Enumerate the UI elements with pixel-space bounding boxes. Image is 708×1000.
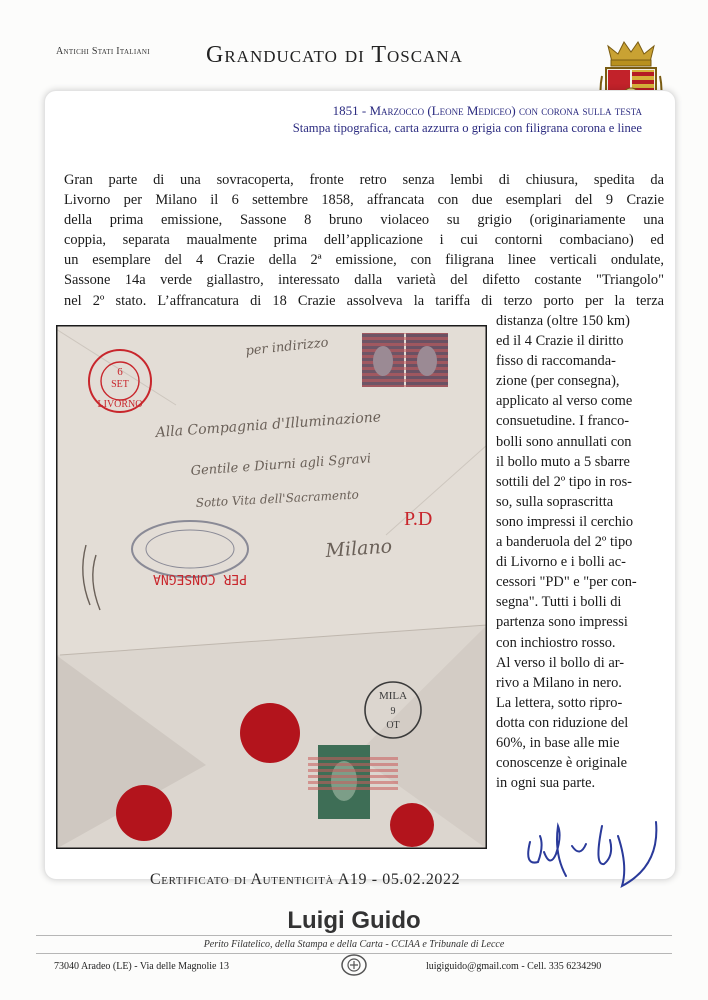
footer-emblem-icon <box>340 953 368 977</box>
address-line: Sotto Vita dell'Sacramento <box>195 487 360 510</box>
subtitle-year: 1851 - <box>332 103 370 118</box>
page-title: Granducato di Toscana <box>206 42 463 68</box>
description-line: rivo a Milano in nero. <box>496 674 622 691</box>
description-line: consuetudine. I franco- <box>496 413 630 430</box>
description-line: con inchiostro rosso. <box>496 634 616 651</box>
description-line: sono impressi il cerchio <box>496 513 634 530</box>
description-line: dotta con riduzione del <box>496 714 629 731</box>
author-role: Perito Filatelico, della Stampa e della Carta - CCIAA e Tribunale di Lecce <box>203 939 505 950</box>
description-text <box>64 170 664 311</box>
description-line: applicato al verso come <box>496 393 633 410</box>
description-line: coppia, separata maualmente prima dell’applicazione i cui contorni combaciano) ed <box>64 232 664 249</box>
description-side-text <box>496 311 664 793</box>
postmark-day: 6 <box>117 366 123 378</box>
address-destination: Milano <box>324 535 393 562</box>
subtitle-line-1 <box>333 103 642 119</box>
certificate-label: Certificato di Autenticità <box>150 871 335 888</box>
footer-address: 73040 Aradeo (LE) - Via delle Magnolie 13 <box>54 961 229 972</box>
description-line: della prima emissione, Sassone 8 bruno violaceo su grigio (originariamente una <box>64 212 664 229</box>
description-line: 60%, in base alle mie <box>496 734 620 751</box>
address-line: Gentile e Diurni agli Sgravi <box>190 451 372 479</box>
pd-mark: P.D <box>404 508 433 530</box>
author-name: Luigi Guido <box>287 907 421 934</box>
description-line: un esemplare del 4 Crazie della 2ª emissione, con filigrana linee verticali ondulate, <box>64 252 664 269</box>
description-line: partenza sono impressi <box>496 614 628 631</box>
description-line: conoscenze è originale <box>496 755 628 772</box>
certificate-date: 05.02.2022 <box>382 871 461 888</box>
description-line: di Livorno e i bolli ac- <box>496 554 626 571</box>
certificate-number: A19 <box>337 871 368 888</box>
stamp-pair-9-crazie <box>362 333 448 387</box>
description-line: Sassone 14a verde giallastro, interessato dalla varietà del difetto costante "Triangolo" <box>64 272 664 289</box>
postmark-city: LIVORNO <box>97 399 143 410</box>
description-line: bolli sono annullati con <box>496 433 632 450</box>
description-line: fisso di raccomanda- <box>496 353 616 370</box>
description-line: so, sulla soprascritta <box>496 493 614 510</box>
footer-contact <box>426 961 601 972</box>
cover-photo <box>56 325 487 849</box>
description-line: zione (per consegna), <box>496 373 620 390</box>
footer-email: luigiguido@gmail.com <box>426 961 519 972</box>
description-line: il bollo muto a 5 sbarre <box>496 453 630 470</box>
description-line: a banderuola del 2º tipo <box>496 534 633 551</box>
subtitle-issue-name: Marzocco (Leone Mediceo) con corona sulla testa <box>369 103 642 118</box>
wax-seal <box>390 803 434 847</box>
milano-stamp-text: MILA <box>378 690 408 702</box>
wax-seal <box>240 703 300 763</box>
divider <box>36 935 672 936</box>
postmark-month: SET <box>111 379 129 390</box>
description-line: ed il 4 Crazie il diritto <box>496 333 624 350</box>
description-line: Livorno per Milano il 6 settembre 1858, affrancata con due esemplari del 9 Crazie <box>64 192 664 209</box>
certificate-separator: - <box>367 871 383 888</box>
description-line: sottili del 2º tipo in ros- <box>496 473 632 490</box>
description-line: nel 2º stato. L’affrancatura di 18 Crazie assolveva la tariffa di terzo porto per la terza <box>64 292 664 309</box>
description-line: cessori "PD" e "per con- <box>496 574 637 591</box>
series-label: Antichi Stati Italiani <box>56 46 150 57</box>
milano-date: 9 <box>390 706 396 717</box>
signature <box>510 806 670 896</box>
description-line: Al verso il bollo di ar- <box>496 654 625 671</box>
certificate-line <box>150 871 460 889</box>
description-line: in ogni sua parte. <box>496 775 596 792</box>
subtitle-line-2: Stampa tipografica, carta azzurra o grigia con filigrana corona e linee <box>292 121 642 135</box>
per-consegna-mark: PER CONSEGNA <box>153 571 247 586</box>
description-line: distanza (oltre 150 km) <box>496 313 630 329</box>
milano-year: OT <box>386 720 400 731</box>
wax-seal <box>116 785 172 841</box>
description-line: segna". Tutti i bolli di <box>496 594 622 611</box>
address-line: Alla Compagnia d'Illuminazione <box>155 409 382 441</box>
address-line: per indirizzo <box>244 335 330 359</box>
footer-phone: - Cell. 335 6234290 <box>518 961 602 972</box>
description-line: La lettera, sotto ripro- <box>496 694 623 711</box>
description-line: Gran parte di una sovracoperta, fronte retro senza lembi di chiusura, spedita da <box>64 172 664 188</box>
